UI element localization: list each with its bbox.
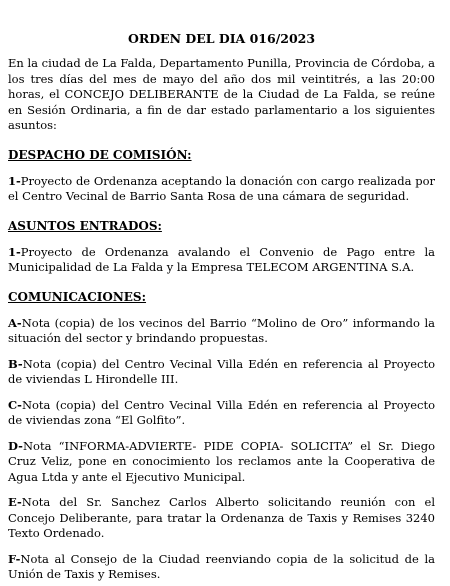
intro-paragraph: En la ciudad de La Falda, Departamento Punilla, Provincia de Córdoba, a los tres días del mes de mayo del año dos mil veintitrés, a las 20:00 horas, el CONCEJO DELIBERANTE de la Ciudad de La Falda, se reúne en Sesión Ordinaria, a fin de dar estado parlamentario a los siguientes asuntos:: [8, 56, 436, 132]
despacho-item-1: [8, 174, 435, 205]
item-label: A-: [8, 315, 22, 330]
heading-despacho: DESPACHO DE COMISIÓN:: [8, 147, 192, 162]
comunicaciones-item-d: [8, 439, 435, 486]
comunicaciones-item-e: [8, 495, 435, 542]
item-label: F-: [8, 551, 21, 566]
document-title: ORDEN DEL DIA 016/2023: [127, 31, 316, 46]
item-label: 1-: [8, 173, 21, 188]
item-text: Proyecto de Ordenanza avalando el Convenio de Pago entre la Municipalidad de La Falda y la Empresa TELECOM ARGENTINA S.A.: [8, 244, 435, 274]
asuntos-item-1: [8, 245, 435, 276]
heading-asuntos: ASUNTOS ENTRADOS:: [8, 218, 162, 233]
item-label: D-: [8, 438, 23, 453]
item-text: Nota (copia) del Centro Vecinal Villa Edén en referencia al Proyecto de viviendas L Hirondelle III.: [8, 356, 435, 386]
item-text: Nota (copia) de los vecinos del Barrio “Molino de Oro” informando la situación del sector y brindando propuestas.: [8, 315, 435, 345]
item-label: 1-: [8, 244, 21, 259]
item-label: C-: [8, 397, 22, 412]
item-text: Proyecto de Ordenanza aceptando la donación con cargo realizada por el Centro Vecinal de Barrio Santa Rosa de una cámara de seguridad.: [8, 173, 435, 203]
comunicaciones-item-c: [8, 398, 435, 429]
item-text: Nota (copia) del Centro Vecinal Villa Edén en referencia al Proyecto de viviendas zona “El Golfito”.: [8, 397, 435, 427]
item-label: B-: [8, 356, 23, 371]
item-text: Nota del Sr. Sanchez Carlos Alberto solicitando reunión con el Concejo Deliberante, para tratar la Ordenanza de Taxis y Remises 3240 Texto Ordenado.: [8, 495, 435, 540]
item-label: E-: [8, 495, 22, 509]
comunicaciones-item-a: [8, 316, 435, 347]
comunicaciones-item-f: [8, 552, 435, 583]
heading-comunicaciones: COMUNICACIONES:: [8, 289, 147, 304]
item-text: Nota “INFORMA-ADVIERTE- PIDE COPIA- SOLICITA” el Sr. Diego Cruz Veliz, pone en conocimiento los reclamos ante la Cooperativa de Agua Ltda y ante el Ejecutivo Municipal.: [8, 438, 435, 484]
comunicaciones-item-b: [8, 357, 435, 388]
item-text: Nota al Consejo de la Ciudad reenviando copia de la solicitud de la Unión de Taxis y Remises.: [8, 551, 435, 581]
